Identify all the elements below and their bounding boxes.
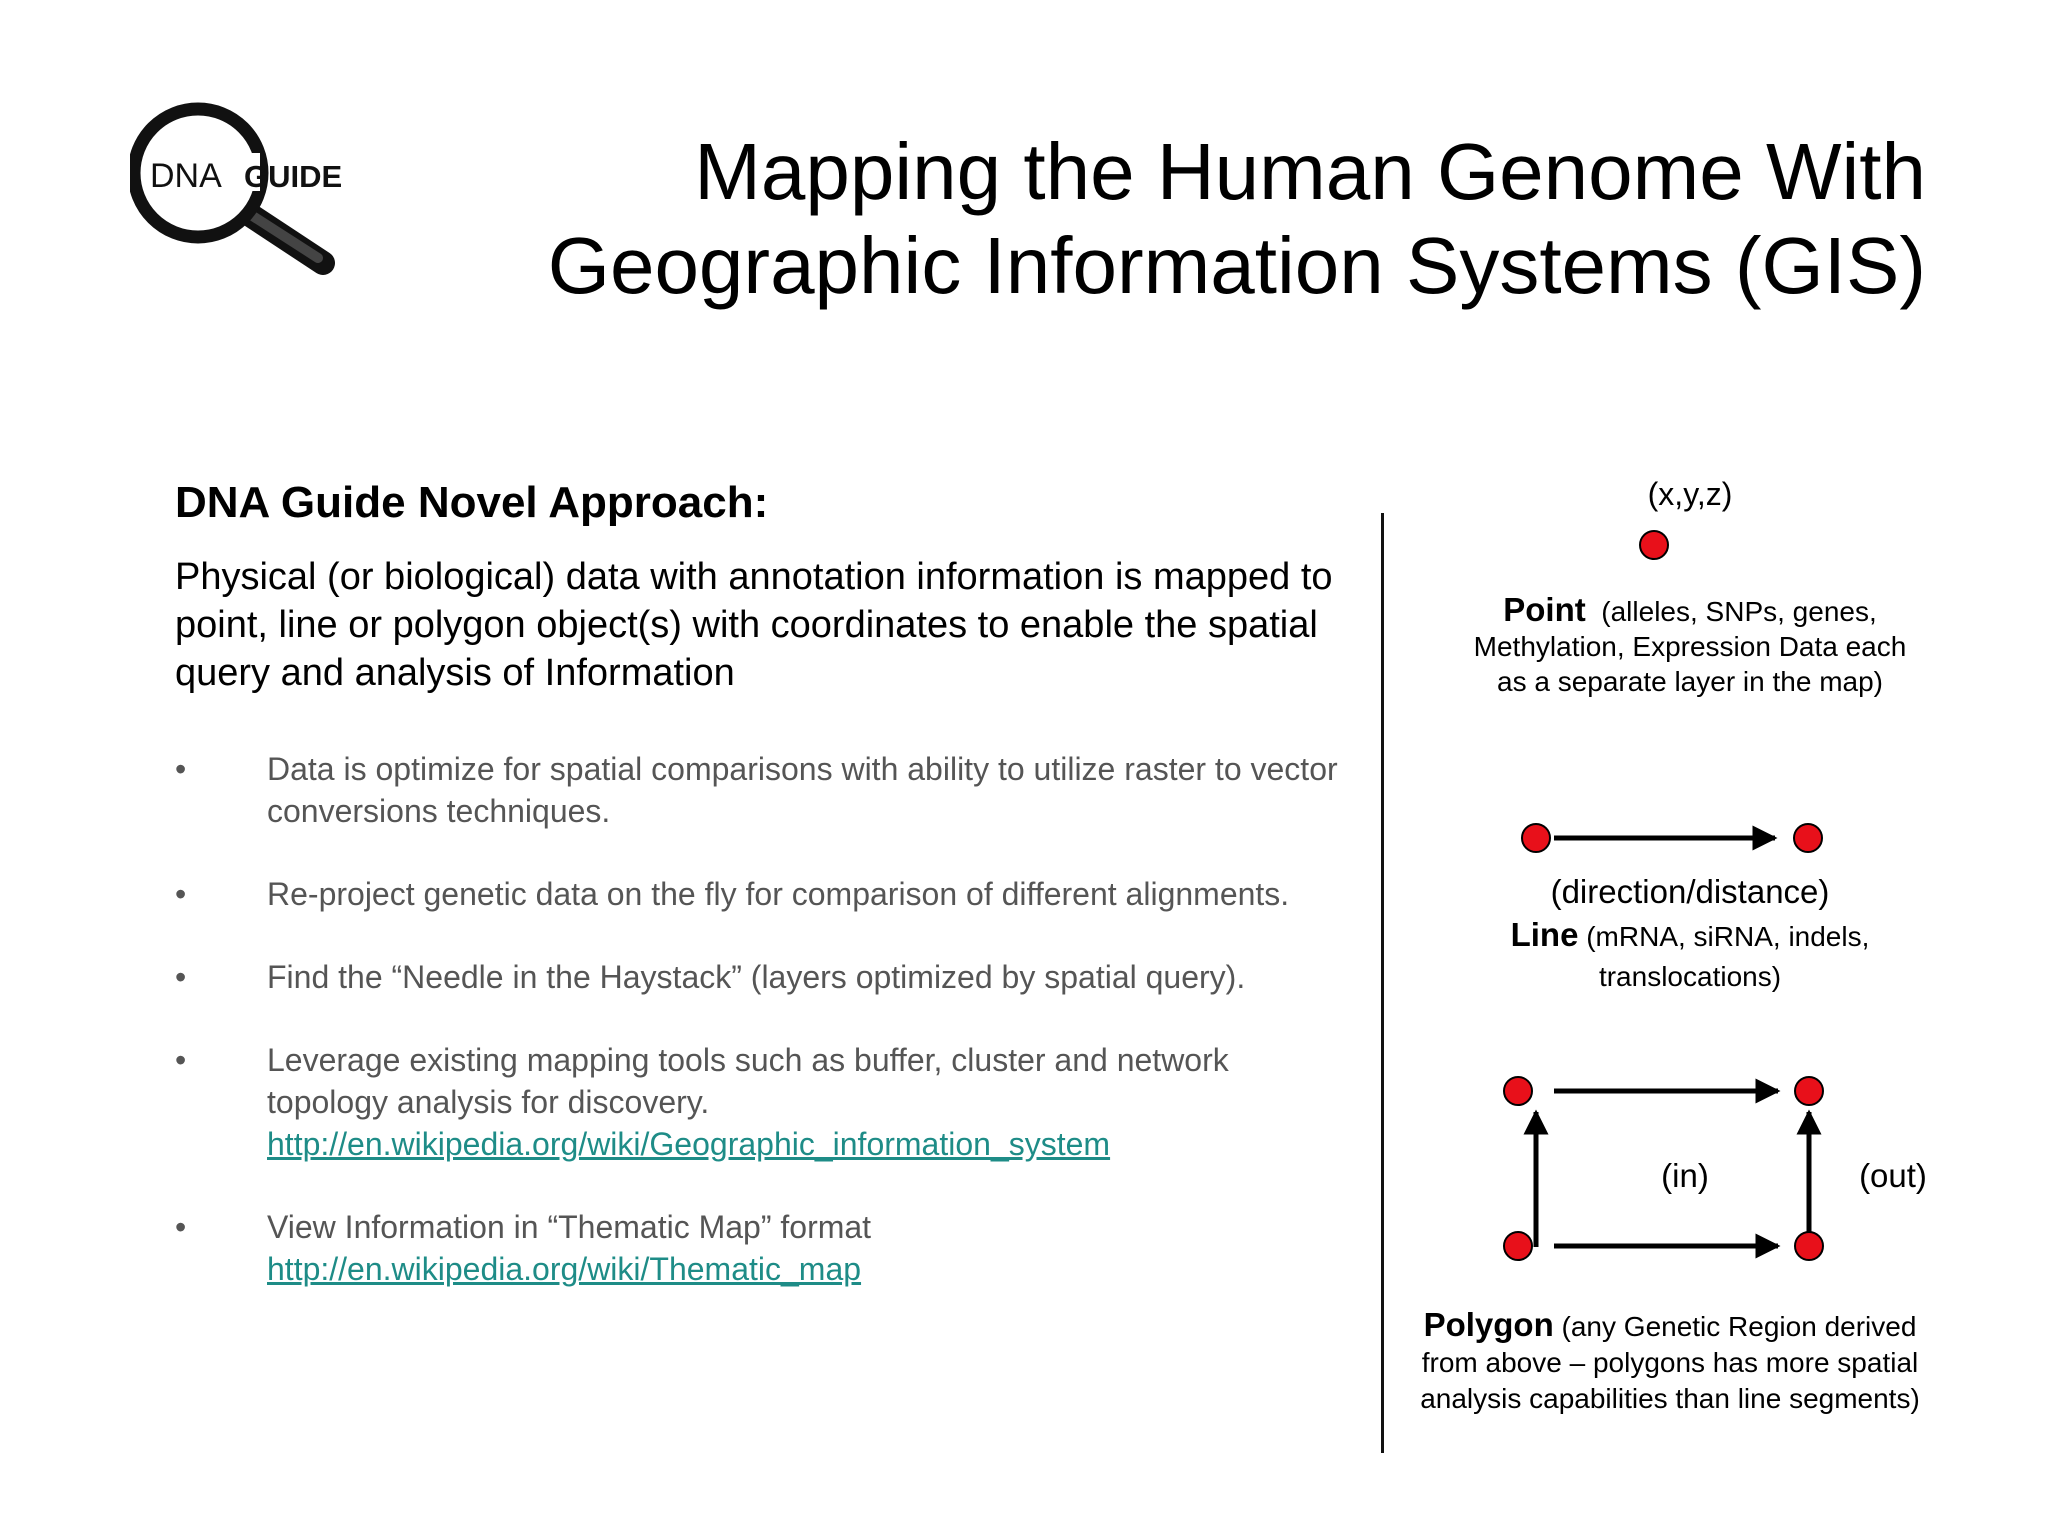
bullet-text: Re-project genetic data on the fly for comparison of different alignments. [267, 876, 1290, 912]
magnifier-logo-icon [130, 95, 390, 275]
point-coordinates-label: (x,y,z) [1647, 476, 1733, 512]
point-node [1640, 531, 1668, 559]
polygon-caption: Polygon (any Genetic Region derived from above – polygons has more spatial analysis capabilities than line segments) [1420, 1306, 1920, 1414]
line-direction-label: (direction/distance) [1550, 873, 1830, 910]
approach-heading: DNA Guide Novel Approach: [175, 478, 769, 527]
polygon-out-label: (out) [1859, 1157, 1927, 1194]
bullet-text: Find the “Needle in the Haystack” (layers optimized by spatial query). [267, 959, 1246, 995]
bullet-dot: • [175, 1042, 187, 1078]
polygon-node [1795, 1232, 1823, 1260]
approach-intro: Physical (or biological) data with annotation information is mapped to point, line or polygon object(s) with coordinates to enable the spatial query and analysis of Information [175, 556, 1333, 694]
title-line-2: Geographic Information Systems (GIS) [547, 221, 1926, 310]
polygon-node [1504, 1077, 1532, 1105]
column-divider [1381, 513, 1384, 1453]
bullet-item [175, 748, 1355, 832]
bullet-dot: • [175, 959, 187, 995]
point-caption: Point (alleles, SNPs, genes, Methylation, Expression Data each as a separate layer in the map) [1473, 591, 1907, 697]
bullet-dot: • [175, 876, 187, 912]
thematic-map-link[interactable]: http://en.wikipedia.org/wiki/Thematic_map [267, 1251, 862, 1287]
point-title: Point [1503, 591, 1586, 628]
bullet-list [175, 748, 1355, 1331]
gis-wikipedia-link[interactable]: http://en.wikipedia.org/wiki/Geographic_information_system [267, 1126, 1111, 1162]
slide-title [426, 125, 1926, 313]
bullet-text: View Information in “Thematic Map” format [267, 1209, 872, 1245]
polygon-node [1504, 1232, 1532, 1260]
title-line-1: Mapping the Human Genome With [694, 127, 1926, 216]
bullet-item [175, 1206, 1355, 1290]
bullet-dot: • [175, 1209, 187, 1245]
logo-guide-text: GUIDE [244, 159, 343, 194]
dna-guide-logo [130, 95, 390, 275]
line-end-node [1794, 824, 1822, 852]
line-start-node [1522, 824, 1550, 852]
polygon-node [1795, 1077, 1823, 1105]
bullet-item [175, 873, 1355, 915]
line-title: Line [1510, 916, 1579, 953]
bullet-text: Leverage existing mapping tools such as buffer, cluster and network topology analysis for discovery. [267, 1042, 1229, 1120]
bullet-item [175, 956, 1355, 998]
polygon-description: any Genetic Region derived from above – polygons has more spatial analysis capabilities than line segments [1420, 1311, 1919, 1414]
bullet-item [175, 1039, 1355, 1165]
polygon-in-label: (in) [1661, 1157, 1709, 1194]
line-description: mRNA, siRNA, indels, translocations [1595, 921, 1870, 992]
line-caption: Line (mRNA, siRNA, indels, translocations) [1510, 916, 1870, 992]
point-description: alleles, SNPs, genes, Methylation, Expression Data each as a separate layer in the map [1473, 596, 1907, 697]
bullet-dot: • [175, 751, 187, 787]
bullet-text: Data is optimize for spatial comparisons with ability to utilize raster to vector conversions techniques. [267, 751, 1338, 829]
polygon-title: Polygon [1423, 1306, 1554, 1343]
logo-dna-text: DNA [150, 157, 222, 195]
